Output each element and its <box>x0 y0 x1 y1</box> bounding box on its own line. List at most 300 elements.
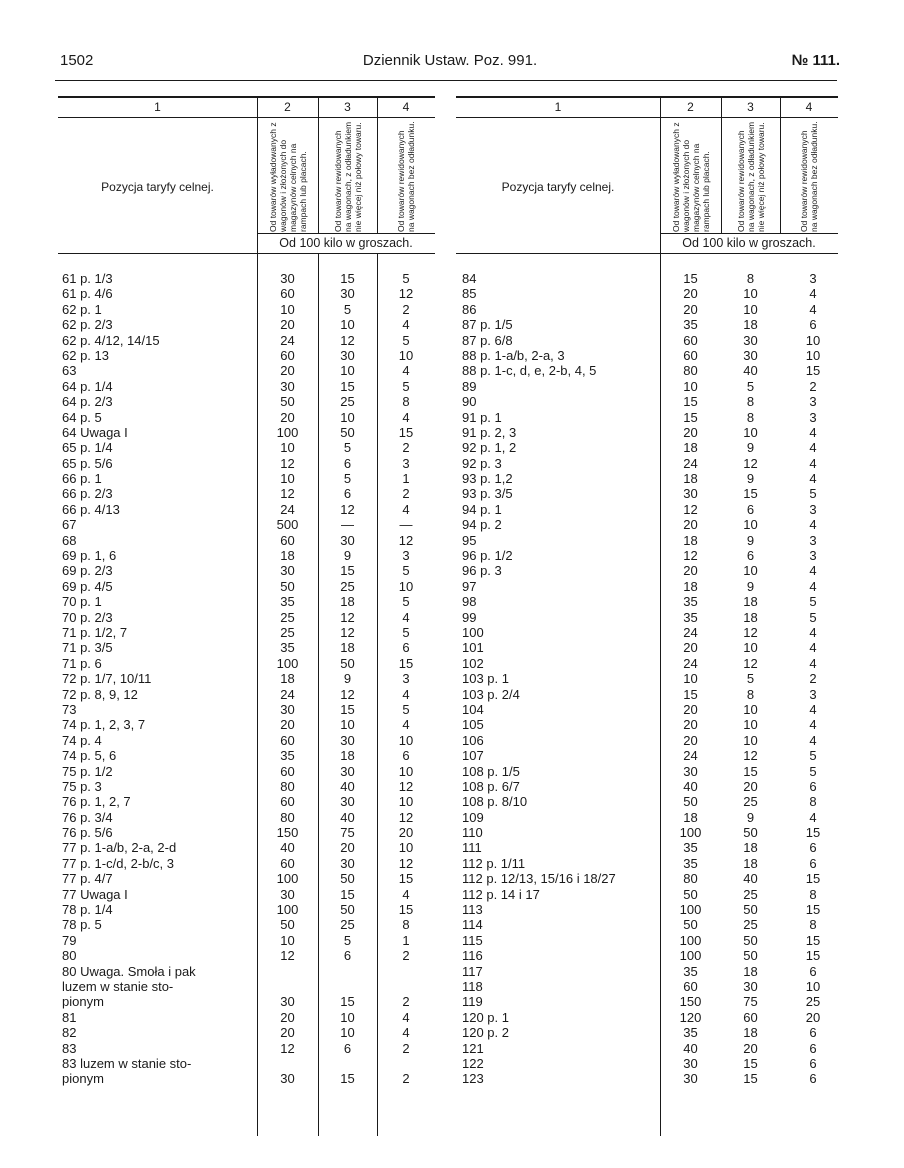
table-cell: 62 p. 2/3 <box>62 317 113 333</box>
table-cell: 10 <box>280 932 295 948</box>
table-cell: 18 <box>743 594 758 610</box>
table-cell: 64 p. 1/4 <box>62 378 113 394</box>
table-cell: 60 <box>743 1009 758 1025</box>
table-cell: 6 <box>809 1025 817 1041</box>
table-cell: 35 <box>683 963 698 979</box>
table-cell: 5 <box>343 301 352 317</box>
table-cell: 18 <box>280 548 295 564</box>
table-cell: 10 <box>340 717 355 733</box>
table-cell: 24 <box>683 455 698 471</box>
table-cell: 10 <box>743 563 758 579</box>
table-cell: 100 <box>679 902 702 918</box>
table-cell: 8 <box>809 794 817 810</box>
table-cell: pionym <box>62 994 104 1010</box>
table-cell: 30 <box>683 1055 698 1071</box>
table-cell: 60 <box>280 532 295 548</box>
table-cell: 40 <box>280 840 295 856</box>
table-cell: 74 p. 5, 6 <box>62 748 117 764</box>
table-cell: 62 p. 4/12, 14/15 <box>62 332 160 348</box>
table-cell: 5 <box>402 378 410 394</box>
right-position-column <box>462 271 658 1087</box>
table-cell: 9 <box>343 548 352 564</box>
table-cell: 12 <box>398 532 414 548</box>
table-cell: 15 <box>340 701 355 717</box>
table-cell: 15 <box>683 409 698 425</box>
table-cell: 6 <box>402 640 410 656</box>
table-cell: 80 <box>280 778 295 794</box>
table-cell: 20 <box>280 317 295 333</box>
table-cell: 20 <box>280 363 295 379</box>
table-cell: 75 <box>743 994 758 1010</box>
table-cell: 4 <box>402 409 410 425</box>
table-cell: 5 <box>402 594 410 610</box>
table-cell: 6 <box>809 1071 817 1087</box>
table-cell: 35 <box>683 840 698 856</box>
table-cell: 104 <box>462 701 484 717</box>
table-cell: 78 p. 1/4 <box>62 902 113 918</box>
table-cell: 10 <box>398 763 414 779</box>
table-cell: 60 <box>280 763 295 779</box>
table-cell: 8 <box>746 686 755 702</box>
table-cell: 9 <box>746 471 755 487</box>
table-cell: 50 <box>743 825 758 841</box>
table-cell: 108 p. 6/7 <box>462 778 520 794</box>
table-cell: 15 <box>340 1071 355 1087</box>
table-cell: 74 p. 4 <box>62 732 102 748</box>
table-cell: 5 <box>343 471 352 487</box>
table-cell: 18 <box>683 532 698 548</box>
table-cell: 12 <box>280 455 295 471</box>
table-cell: 2 <box>402 1071 410 1087</box>
table-cell: 3 <box>402 548 410 564</box>
table-cell: 61 p. 4/6 <box>62 286 113 302</box>
table-cell: 108 p. 8/10 <box>462 794 528 810</box>
table-cell: 40 <box>340 809 355 825</box>
table-cell: 60 <box>683 332 698 348</box>
table-cell: 6 <box>809 855 817 871</box>
table-cell: 68 <box>62 532 77 548</box>
left-col4-values <box>377 271 435 1087</box>
table-cell: 35 <box>683 1025 698 1041</box>
left-colnum-1: 1 <box>154 100 161 114</box>
right-unit-rule <box>660 233 838 234</box>
table-cell: 15 <box>683 686 698 702</box>
table-cell: 3 <box>809 409 817 425</box>
table-cell: 35 <box>280 640 295 656</box>
table-cell: 4 <box>402 501 410 517</box>
table-cell: 4 <box>402 1025 410 1041</box>
right-head-bottom-rule <box>456 253 838 254</box>
right-unit-label: Od 100 kilo w groszach. <box>682 236 816 250</box>
table-cell: 6 <box>343 486 352 502</box>
table-cell: 102 <box>462 655 484 671</box>
table-cell: 24 <box>683 655 698 671</box>
table-cell: 18 <box>683 578 698 594</box>
table-cell: 30 <box>280 378 295 394</box>
table-cell: 77 p. 1-a/b, 2-a, 2-d <box>62 840 177 856</box>
table-cell: 18 <box>743 1025 758 1041</box>
table-cell: 93 p. 3/5 <box>462 486 513 502</box>
left-top-rule <box>58 96 435 98</box>
left-col3-header: Od towarów rewidowanych na wagonach, z odładunkiem nie więcej niż połowy towaru. <box>332 121 363 232</box>
table-cell: 40 <box>743 871 758 887</box>
table-cell <box>257 964 318 979</box>
table-cell: 67 <box>62 517 77 533</box>
table-cell: 72 p. 8, 9, 12 <box>62 686 138 702</box>
table-cell: 96 p. 1/2 <box>462 548 513 564</box>
table-cell: 30 <box>340 763 355 779</box>
table-cell: 20 <box>280 717 295 733</box>
table-cell: 6 <box>809 963 817 979</box>
table-cell: 30 <box>280 701 295 717</box>
table-cell: 3 <box>402 455 410 471</box>
left-col2-values <box>257 271 318 1087</box>
table-cell: 10 <box>280 471 295 487</box>
table-cell: 60 <box>683 347 698 363</box>
table-cell: 8 <box>809 917 817 933</box>
table-cell: 2 <box>809 671 817 687</box>
table-cell: 4 <box>809 578 817 594</box>
table-cell: 15 <box>805 363 821 379</box>
table-cell: 96 p. 3 <box>462 563 502 579</box>
table-cell: 3 <box>809 271 817 286</box>
table-cell: 86 <box>462 301 477 317</box>
table-cell: 8 <box>746 409 755 425</box>
table-cell: 24 <box>683 748 698 764</box>
left-col2-header: Od towarów wyładowanych z wagonów i złożonych do magazynów celnych na rampach lub placach. <box>267 121 308 232</box>
table-cell: 97 <box>462 578 477 594</box>
table-cell: 103 p. 1 <box>462 671 509 687</box>
table-cell: 60 <box>683 978 698 994</box>
table-cell: 10 <box>340 409 355 425</box>
table-cell: 4 <box>809 624 817 640</box>
table-cell: 91 p. 2, 3 <box>462 424 517 440</box>
table-cell: 5 <box>746 671 755 687</box>
table-cell: 64 p. 2/3 <box>62 394 113 410</box>
table-cell: 150 <box>679 994 702 1010</box>
table-cell: 30 <box>743 978 758 994</box>
table-cell: 5 <box>809 748 817 764</box>
table-cell: 2 <box>402 948 410 964</box>
table-cell: 74 p. 1, 2, 3, 7 <box>62 717 146 733</box>
table-cell: 100 <box>462 624 484 640</box>
table-cell: 10 <box>280 301 295 317</box>
right-col2-values <box>660 271 721 1087</box>
table-cell: 4 <box>402 317 410 333</box>
table-cell: 4 <box>402 1009 410 1025</box>
table-cell: 69 p. 1, 6 <box>62 548 117 564</box>
table-cell: 50 <box>743 902 758 918</box>
table-cell: 6 <box>809 840 817 856</box>
table-cell: 3 <box>809 686 817 702</box>
table-cell: 12 <box>743 748 758 764</box>
header-rule <box>55 80 837 81</box>
table-cell: 9 <box>343 671 352 687</box>
table-cell: 10 <box>683 378 698 394</box>
table-cell: 88 p. 1-a/b, 2-a, 3 <box>462 347 565 363</box>
table-cell: 12 <box>743 455 758 471</box>
table-cell: 62 p. 13 <box>62 347 109 363</box>
table-cell: 120 p. 2 <box>462 1025 509 1041</box>
table-cell: 83 luzem w stanie sto- <box>62 1055 192 1071</box>
table-cell: 10 <box>340 1025 355 1041</box>
table-cell: 10 <box>743 424 758 440</box>
table-cell: 4 <box>809 286 817 302</box>
table-cell: 12 <box>398 286 414 302</box>
table-cell: 110 <box>462 825 483 841</box>
table-cell: 30 <box>743 347 758 363</box>
table-cell: 120 p. 1 <box>462 1009 509 1025</box>
table-cell: 15 <box>398 902 414 918</box>
table-cell: 80 Uwaga. Smoła i pak <box>62 963 196 979</box>
table-cell: 71 p. 1/2, 7 <box>62 624 128 640</box>
table-cell: 24 <box>683 624 698 640</box>
table-cell: 12 <box>398 855 414 871</box>
issue-number: № 111. <box>791 52 840 69</box>
table-cell: 112 p. 14 i 17 <box>462 886 540 902</box>
table-cell: 15 <box>805 932 821 948</box>
table-cell: 20 <box>683 717 698 733</box>
table-cell: 105 <box>462 717 484 733</box>
table-cell: 25 <box>340 578 355 594</box>
table-cell: 15 <box>743 1071 758 1087</box>
table-cell: — <box>399 517 413 533</box>
table-cell: 87 p. 1/5 <box>462 317 513 333</box>
table-cell: 20 <box>683 301 698 317</box>
table-cell: 106 <box>462 732 484 748</box>
table-cell: 5 <box>402 701 410 717</box>
table-cell: 25 <box>280 624 295 640</box>
table-cell: 6 <box>809 1055 817 1071</box>
table-cell: 69 p. 4/5 <box>62 578 113 594</box>
table-cell: 10 <box>398 347 414 363</box>
table-cell: 2 <box>809 378 817 394</box>
table-cell: 30 <box>340 286 355 302</box>
table-cell: 3 <box>402 671 410 687</box>
table-cell: 25 <box>743 886 758 902</box>
table-cell: 4 <box>809 701 817 717</box>
table-cell: 20 <box>683 563 698 579</box>
table-cell: 95 <box>462 532 477 548</box>
table-cell: 12 <box>340 609 355 625</box>
table-cell: 10 <box>743 286 758 302</box>
table-cell: 50 <box>280 578 295 594</box>
table-cell: 113 <box>462 902 483 918</box>
table-cell: 50 <box>683 794 698 810</box>
table-cell: 8 <box>746 394 755 410</box>
table-cell: 18 <box>743 840 758 856</box>
right-colnum-2: 2 <box>687 100 694 114</box>
table-cell: 64 Uwaga I <box>62 424 128 440</box>
table-cell: 30 <box>340 532 355 548</box>
table-cell: 80 <box>683 871 698 887</box>
page-number: 1502 <box>60 52 94 69</box>
table-cell: 92 p. 3 <box>462 455 502 471</box>
table-cell: 15 <box>743 486 758 502</box>
table-cell: 35 <box>683 609 698 625</box>
table-cell: 30 <box>683 1071 698 1087</box>
table-cell: 83 <box>62 1040 77 1056</box>
table-cell: 4 <box>809 809 817 825</box>
table-cell: 35 <box>683 855 698 871</box>
table-cell: 88 p. 1-c, d, e, 2-b, 4, 5 <box>462 363 597 379</box>
right-col2-header: Od towarów wyładowanych z wagonów i złożonych do magazynów celnych na rampach lub placach. <box>670 121 711 232</box>
table-cell: 100 <box>276 871 299 887</box>
table-cell: 6 <box>809 1040 817 1056</box>
table-cell <box>377 1056 435 1071</box>
table-cell: 79 <box>62 932 77 948</box>
table-cell: 12 <box>280 1040 295 1056</box>
table-cell: 60 <box>280 286 295 302</box>
table-cell: 12 <box>398 778 414 794</box>
table-cell: 2 <box>402 1040 410 1056</box>
table-cell: 18 <box>340 594 355 610</box>
table-cell: 20 <box>398 825 414 841</box>
table-cell: 50 <box>683 886 698 902</box>
table-cell <box>257 979 318 994</box>
table-cell: 100 <box>679 825 702 841</box>
table-cell: 8 <box>746 271 755 286</box>
table-cell: 30 <box>743 332 758 348</box>
left-position-column <box>62 271 254 1087</box>
table-cell: 80 <box>683 363 698 379</box>
table-cell: 76 p. 1, 2, 7 <box>62 794 131 810</box>
table-cell: 30 <box>683 763 698 779</box>
table-cell: 18 <box>340 640 355 656</box>
table-cell: 15 <box>805 948 821 964</box>
table-cell: 15 <box>805 825 821 841</box>
table-cell: 111 <box>462 840 482 856</box>
table-cell: 10 <box>805 347 821 363</box>
table-cell: 112 p. 1/11 <box>462 855 526 871</box>
table-cell: 20 <box>683 517 698 533</box>
table-cell: 18 <box>280 671 295 687</box>
table-cell: 30 <box>340 732 355 748</box>
table-cell: 90 <box>462 394 477 410</box>
table-cell: 50 <box>340 902 355 918</box>
right-colnum-3: 3 <box>747 100 754 114</box>
right-col4-header: Od towarów rewidowanych na wagonach bez odładunku. <box>799 120 819 232</box>
table-cell: 4 <box>402 717 410 733</box>
table-cell: 75 <box>340 825 355 841</box>
table-cell: 107 <box>462 748 484 764</box>
right-col3-values <box>721 271 780 1087</box>
table-cell <box>377 964 435 979</box>
table-cell: 25 <box>340 917 355 933</box>
table-cell: 30 <box>340 347 355 363</box>
table-cell: 10 <box>743 701 758 717</box>
table-cell: 10 <box>398 794 414 810</box>
table-cell: 10 <box>398 732 414 748</box>
table-cell: 20 <box>280 1009 295 1025</box>
table-cell: luzem w stanie sto- <box>62 978 174 994</box>
table-cell: 4 <box>809 517 817 533</box>
table-cell: 5 <box>402 624 410 640</box>
table-cell: 75 p. 3 <box>62 778 102 794</box>
left-unit-label: Od 100 kilo w groszach. <box>279 236 413 250</box>
table-cell: 50 <box>743 948 758 964</box>
table-cell: 12 <box>280 948 295 964</box>
left-position-header: Pozycja taryfy celnej. <box>101 180 214 194</box>
table-cell: 60 <box>280 347 295 363</box>
table-cell: 12 <box>340 686 355 702</box>
table-cell: 60 <box>280 732 295 748</box>
table-cell: 50 <box>340 655 355 671</box>
table-cell: 20 <box>683 732 698 748</box>
table-cell: 30 <box>340 855 355 871</box>
table-cell: 9 <box>746 440 755 456</box>
table-cell: 100 <box>276 424 299 440</box>
table-cell: 50 <box>280 917 295 933</box>
table-cell: 10 <box>683 671 698 687</box>
table-cell: 94 p. 2 <box>462 517 502 533</box>
table-cell: 18 <box>683 471 698 487</box>
table-cell: 80 <box>280 809 295 825</box>
table-cell: 121 <box>462 1040 484 1056</box>
table-cell: 4 <box>402 363 410 379</box>
table-cell: 122 <box>462 1055 484 1071</box>
left-unit-rule <box>257 233 435 234</box>
table-cell: 4 <box>402 686 410 702</box>
table-cell: 20 <box>683 286 698 302</box>
table-cell: 18 <box>743 609 758 625</box>
table-cell: 77 p. 4/7 <box>62 871 113 887</box>
table-cell: 103 p. 2/4 <box>462 686 520 702</box>
table-cell: 15 <box>340 563 355 579</box>
table-cell: 40 <box>683 778 698 794</box>
table-cell: 85 <box>462 286 477 302</box>
table-cell: 87 p. 6/8 <box>462 332 513 348</box>
table-cell: 66 p. 4/13 <box>62 501 120 517</box>
table-cell: 35 <box>280 594 295 610</box>
table-cell: 15 <box>340 886 355 902</box>
table-cell: 20 <box>743 778 758 794</box>
table-cell: 5 <box>809 763 817 779</box>
table-cell: 10 <box>805 332 821 348</box>
table-cell: 30 <box>340 794 355 810</box>
table-cell: 2 <box>402 994 410 1010</box>
table-cell <box>318 1056 377 1071</box>
table-cell: 12 <box>683 548 698 564</box>
table-cell: 5 <box>809 609 817 625</box>
table-cell: 10 <box>743 301 758 317</box>
table-cell: 18 <box>743 855 758 871</box>
table-cell: 30 <box>280 994 295 1010</box>
table-cell: 12 <box>340 332 355 348</box>
table-cell: 91 p. 1 <box>462 409 502 425</box>
table-cell: 78 p. 5 <box>62 917 102 933</box>
table-cell: 30 <box>280 1071 295 1087</box>
table-cell: 100 <box>276 655 299 671</box>
table-cell: 20 <box>805 1009 821 1025</box>
table-cell: 15 <box>398 871 414 887</box>
table-cell: 4 <box>809 655 817 671</box>
table-cell: 8 <box>809 886 817 902</box>
table-cell: 5 <box>343 932 352 948</box>
table-cell: 77 Uwaga I <box>62 886 128 902</box>
table-cell: 4 <box>809 424 817 440</box>
table-cell: 25 <box>743 917 758 933</box>
table-cell: 15 <box>743 1055 758 1071</box>
table-cell: 12 <box>743 655 758 671</box>
right-col3-header: Od towarów rewidowanych na wagonach, z odładunkiem nie więcej niż połowy towaru. <box>735 121 766 232</box>
table-cell: 30 <box>280 271 295 286</box>
table-cell: 6 <box>343 1040 352 1056</box>
table-cell: 12 <box>340 624 355 640</box>
table-cell: 15 <box>340 378 355 394</box>
table-cell: 20 <box>280 1025 295 1041</box>
table-cell: 5 <box>809 486 817 502</box>
